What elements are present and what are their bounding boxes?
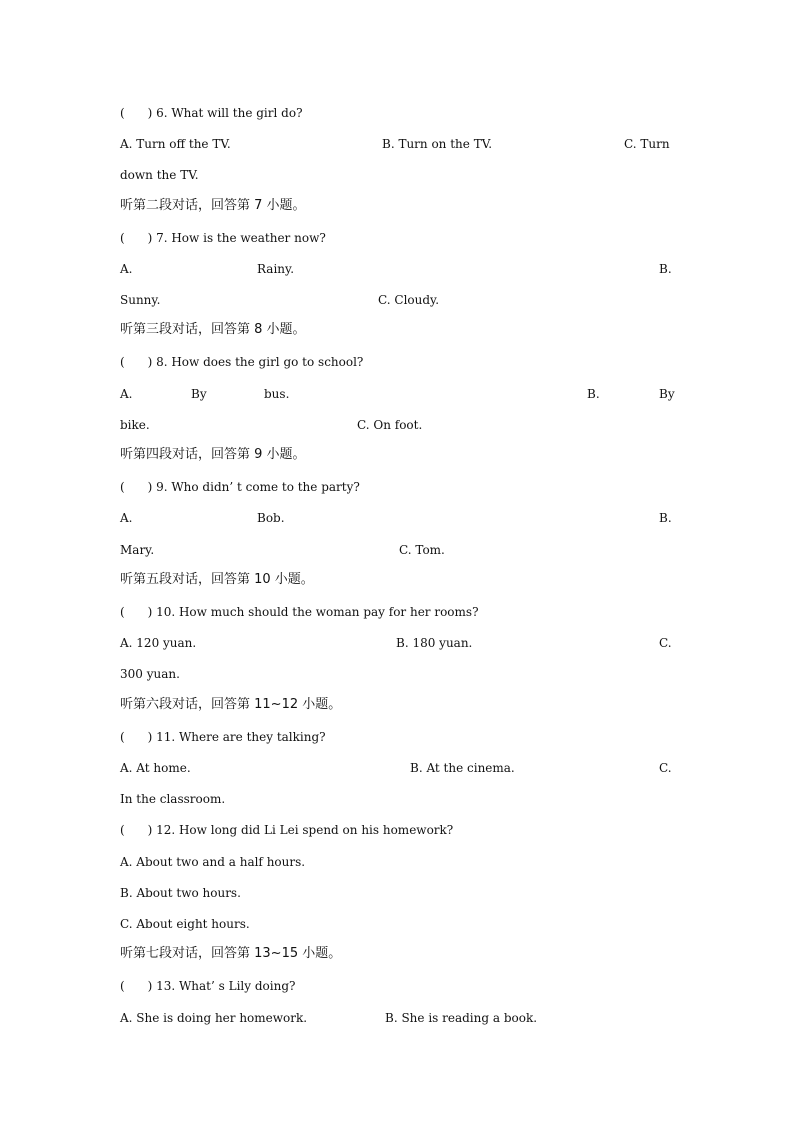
question-11-stem: ( ) 11. Where are they talking?	[120, 730, 326, 744]
question-8-option-a-word-1: By	[191, 387, 207, 401]
question-7-option-b-letter: B.	[659, 262, 672, 276]
question-6-option-a: A. Turn off the TV.	[120, 137, 231, 151]
section-2-instruction: 听第二段对话，回答第 7 小题。	[120, 198, 306, 213]
section-7-instruction: 听第七段对话，回答第 13~15 小题。	[120, 946, 342, 961]
question-10-option-b: B. 180 yuan.	[396, 636, 473, 650]
question-10-option-c-letter: C.	[659, 636, 672, 650]
question-11-option-a: A. At home.	[120, 761, 191, 775]
question-12-stem: ( ) 12. How long did Li Lei spend on his homework?	[120, 823, 454, 837]
section-4-instruction: 听第四段对话，回答第 9 小题。	[120, 447, 306, 462]
question-13-option-b: B. She is reading a book.	[385, 1011, 538, 1025]
question-9-option-b-text: Mary.	[120, 543, 155, 557]
question-12-option-c: C. About eight hours.	[120, 917, 250, 931]
question-8-option-b-text: bike.	[120, 418, 150, 432]
question-12-option-b: B. About two hours.	[120, 886, 241, 900]
question-8-option-b-word-1: By	[659, 387, 675, 401]
question-6-option-c-continued: down the TV.	[120, 168, 199, 182]
question-9-option-a-letter: A.	[120, 511, 133, 525]
question-7-option-a-letter: A.	[120, 262, 133, 276]
question-7-stem: ( ) 7. How is the weather now?	[120, 231, 326, 245]
question-11-option-c-text: In the classroom.	[120, 792, 226, 806]
question-11-option-b: B. At the cinema.	[410, 761, 515, 775]
question-10-stem: ( ) 10. How much should the woman pay for her rooms?	[120, 605, 479, 619]
question-7-option-c: C. Cloudy.	[378, 293, 440, 307]
section-3-instruction: 听第三段对话，回答第 8 小题。	[120, 322, 306, 337]
question-9-stem: ( ) 9. Who didn’ t come to the party?	[120, 480, 360, 494]
question-6-option-c: C. Turn	[624, 137, 670, 151]
question-8-option-c: C. On foot.	[357, 418, 423, 432]
question-9-option-b-letter: B.	[659, 511, 672, 525]
question-7-option-a-text: Rainy.	[257, 262, 295, 276]
question-7-option-b-text: Sunny.	[120, 293, 161, 307]
question-9-option-c: C. Tom.	[399, 543, 445, 557]
question-12-option-a: A. About two and a half hours.	[120, 855, 306, 869]
question-6-stem: ( ) 6. What will the girl do?	[120, 106, 303, 120]
question-13-stem: ( ) 13. What’ s Lily doing?	[120, 979, 296, 993]
question-6-option-b: B. Turn on the TV.	[382, 137, 493, 151]
question-13-option-a: A. She is doing her homework.	[120, 1011, 308, 1025]
question-10-option-c-text: 300 yuan.	[120, 667, 180, 681]
question-8-option-a-word-2: bus.	[264, 387, 290, 401]
question-11-option-c-letter: C.	[659, 761, 672, 775]
section-6-instruction: 听第六段对话，回答第 11~12 小题。	[120, 697, 342, 712]
question-10-option-a: A. 120 yuan.	[120, 636, 197, 650]
question-8-option-a-letter: A.	[120, 387, 133, 401]
section-5-instruction: 听第五段对话，回答第 10 小题。	[120, 572, 314, 587]
question-8-stem: ( ) 8. How does the girl go to school?	[120, 355, 364, 369]
question-9-option-a-text: Bob.	[257, 511, 285, 525]
question-8-option-b-letter: B.	[587, 387, 600, 401]
